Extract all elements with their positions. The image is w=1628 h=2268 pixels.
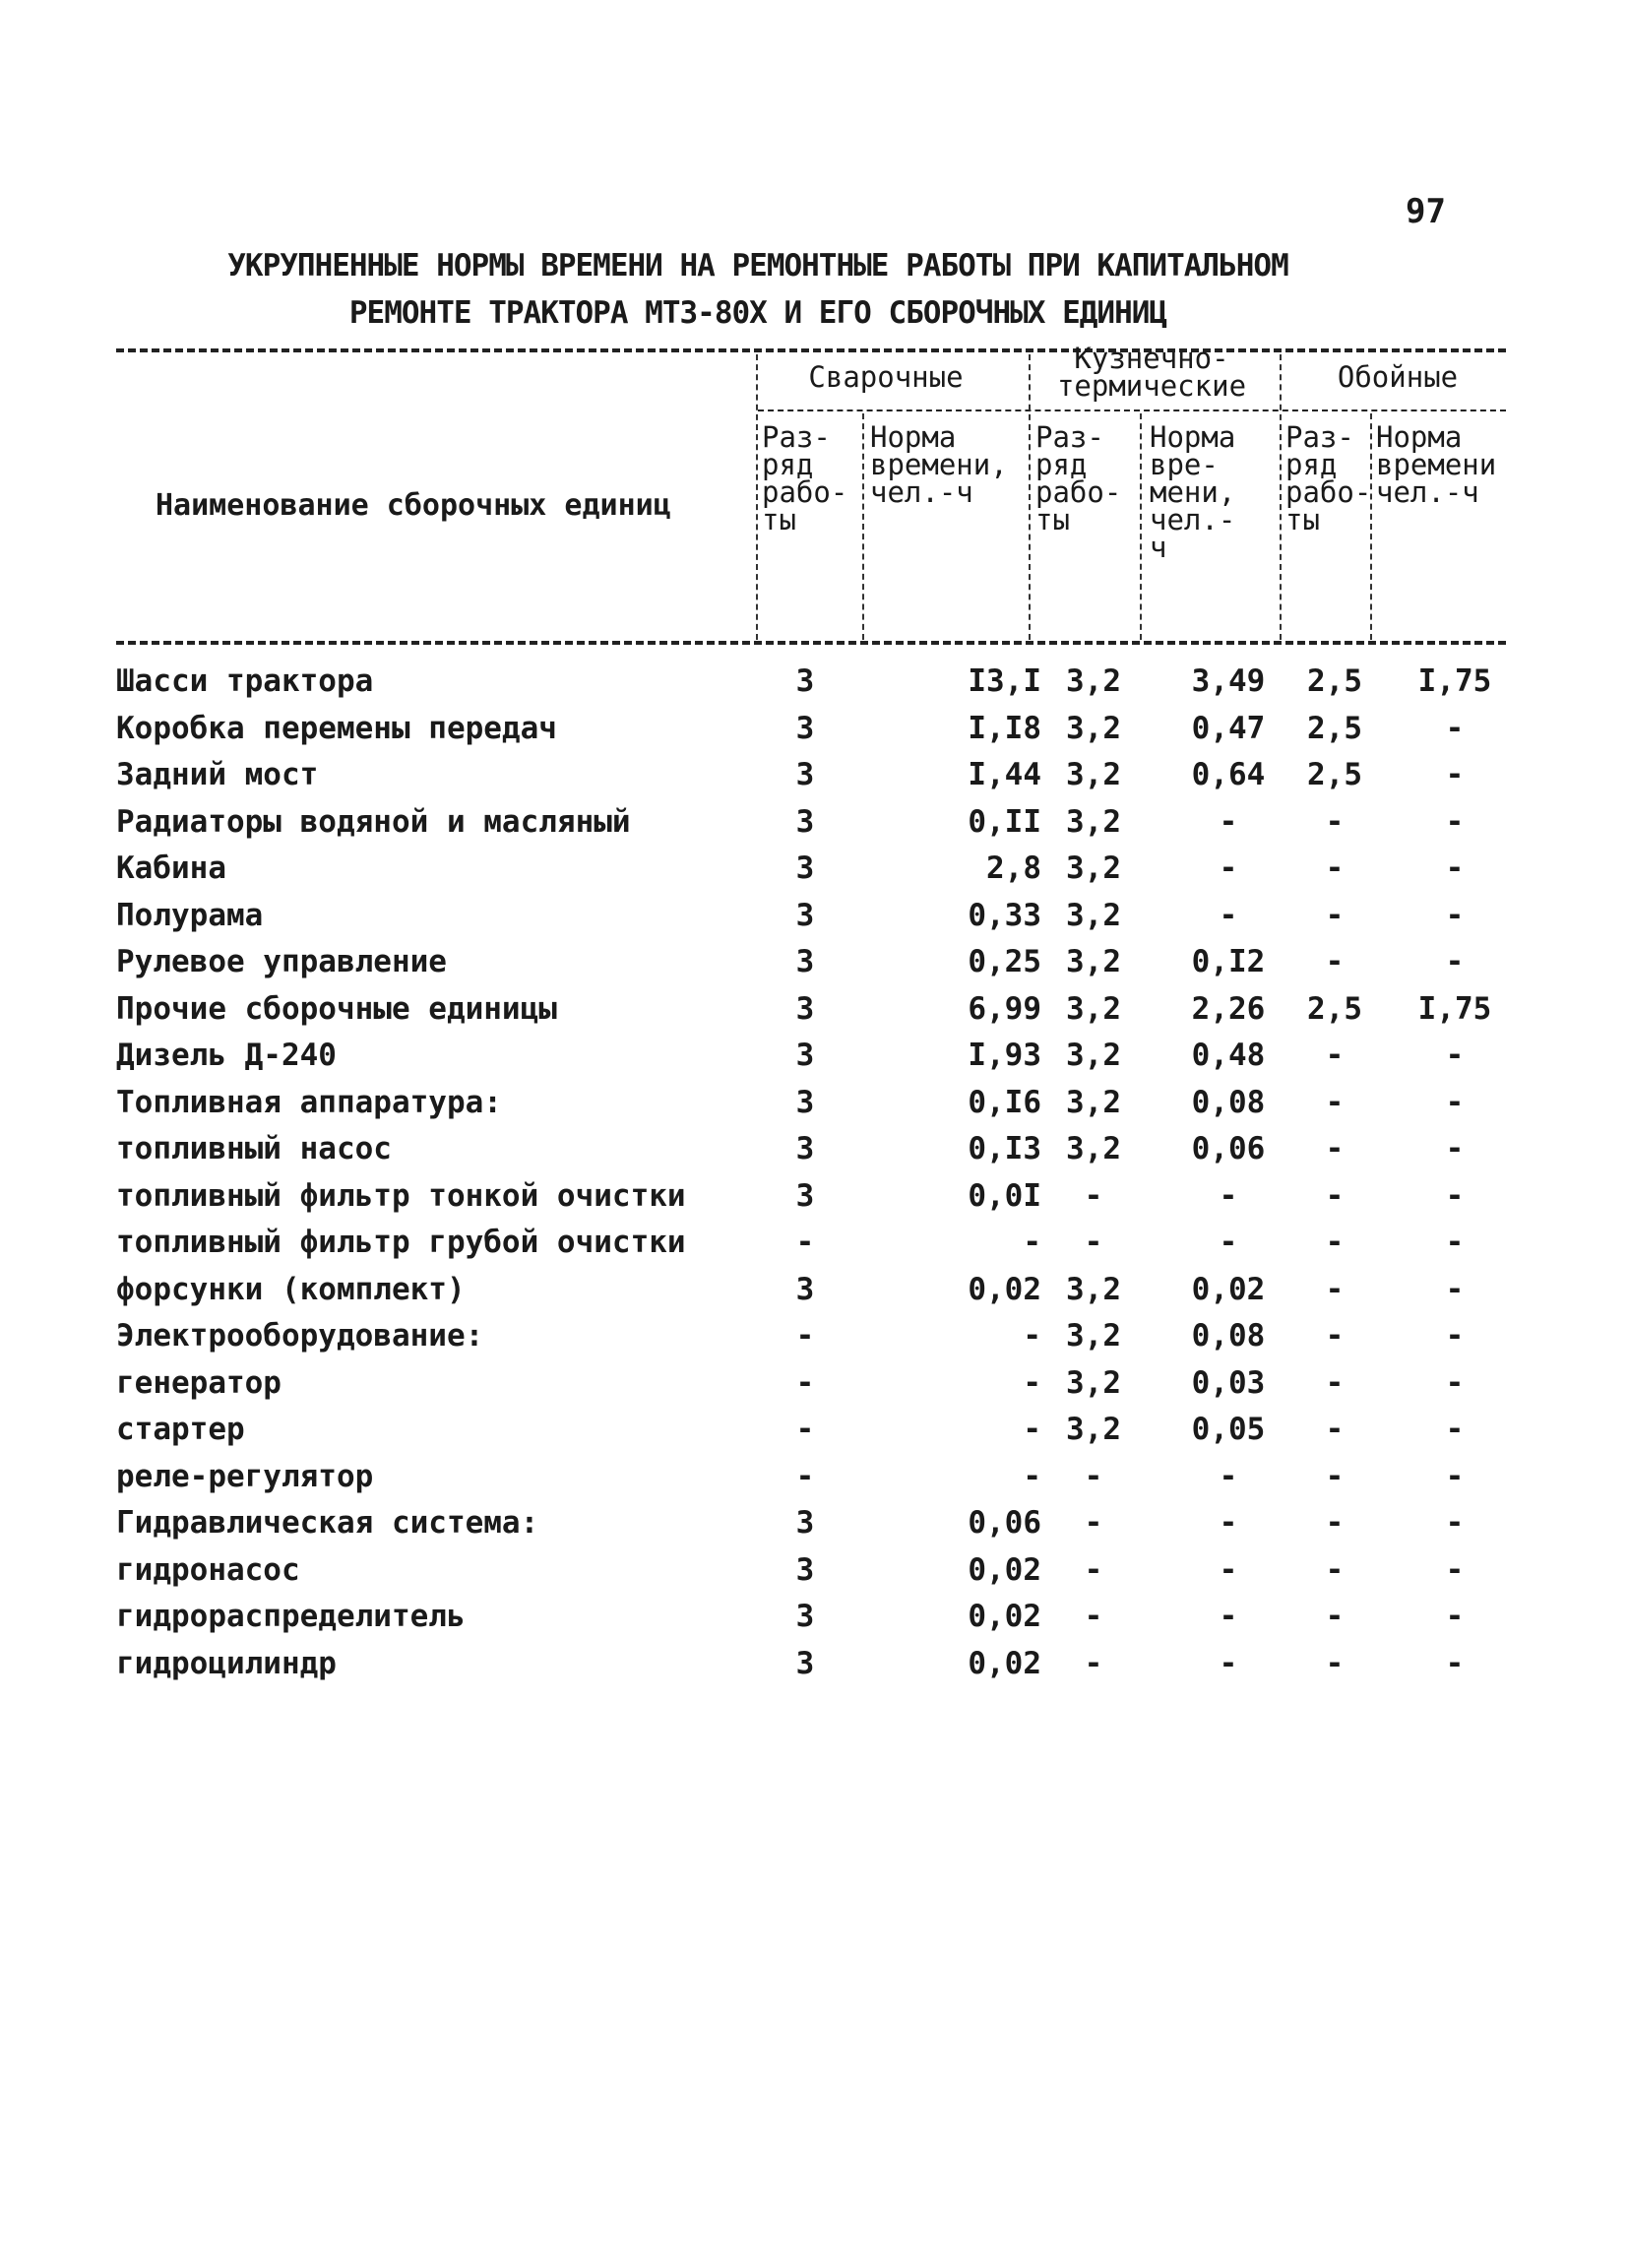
upholstery-norm: - bbox=[1445, 1225, 1465, 1260]
upholstery-norm: - bbox=[1445, 897, 1465, 933]
welding-rank: - bbox=[795, 1225, 815, 1260]
forge-rank: 3,2 bbox=[1066, 757, 1121, 792]
table-row bbox=[116, 1081, 1524, 1128]
row-name: Шасси трактора bbox=[116, 663, 374, 699]
welding-norm: 0,02 bbox=[968, 1645, 1041, 1681]
upholstery-norm: - bbox=[1445, 944, 1465, 979]
col-divider bbox=[1280, 354, 1282, 640]
upholstery-rank: 2,5 bbox=[1307, 990, 1362, 1027]
upholstery-rank: - bbox=[1325, 1225, 1345, 1260]
table-row bbox=[116, 1595, 1524, 1642]
row-name: Гидравлическая система: bbox=[116, 1505, 539, 1541]
forge-rank: 3,2 bbox=[1066, 1412, 1121, 1447]
welding-rank: 3 bbox=[795, 1551, 815, 1588]
welding-rank: 3 bbox=[795, 1038, 815, 1073]
table-row bbox=[116, 847, 1524, 894]
table-row bbox=[116, 1034, 1524, 1081]
row-name: Кабина bbox=[116, 850, 226, 886]
forge-norm: - bbox=[1219, 897, 1238, 933]
welding-rank: 3 bbox=[795, 1271, 815, 1307]
forge-rank: 3,2 bbox=[1066, 1084, 1121, 1120]
forge-rank: - bbox=[1084, 1505, 1103, 1541]
welding-norm: - bbox=[1023, 1412, 1041, 1447]
table-row bbox=[116, 1548, 1524, 1596]
upholstery-norm: - bbox=[1445, 1318, 1465, 1354]
page-number: 97 bbox=[1406, 192, 1446, 231]
forge-norm: 3,49 bbox=[1191, 663, 1266, 699]
forge-norm: 0,05 bbox=[1191, 1412, 1266, 1447]
upholstery-norm: - bbox=[1445, 1271, 1465, 1307]
col-divider bbox=[862, 413, 864, 640]
upholstery-rank: - bbox=[1325, 1038, 1345, 1073]
group-header-welding: Сварочные bbox=[808, 360, 964, 394]
forge-norm: 0,I2 bbox=[1191, 944, 1266, 979]
forge-rank: 3,2 bbox=[1066, 1318, 1121, 1354]
table-row bbox=[116, 894, 1524, 941]
upholstery-rank: - bbox=[1325, 1084, 1345, 1120]
forge-norm: 0,08 bbox=[1191, 1318, 1266, 1354]
welding-rank: 3 bbox=[795, 1599, 815, 1634]
row-name: Коробка перемены передач bbox=[116, 710, 557, 746]
welding-norm: I3,I bbox=[968, 663, 1041, 699]
group-header-forge: Кузнечно- термические bbox=[1056, 342, 1247, 403]
table-row bbox=[116, 753, 1524, 800]
table-row bbox=[116, 660, 1524, 707]
forge-norm: 0,08 bbox=[1191, 1084, 1266, 1120]
upholstery-norm: - bbox=[1445, 1645, 1465, 1681]
welding-rank: - bbox=[795, 1458, 815, 1494]
upholstery-rank: 2,5 bbox=[1307, 710, 1362, 746]
table-row bbox=[116, 1268, 1524, 1315]
forge-rank: 3,2 bbox=[1066, 1364, 1121, 1401]
title-line-1: УКРУПНЕННЫЕ НОРМЫ ВРЕМЕНИ НА РЕМОНТНЫЕ РАБОТЫ ПРИ КАПИТАЛЬНОМ bbox=[227, 248, 1288, 284]
forge-norm: - bbox=[1219, 803, 1238, 840]
upholstery-norm: - bbox=[1445, 1599, 1465, 1634]
upholstery-rank: 2,5 bbox=[1307, 757, 1362, 792]
welding-norm: I,44 bbox=[968, 757, 1041, 792]
forge-rank: - bbox=[1084, 1458, 1103, 1494]
upholstery-norm: - bbox=[1445, 803, 1465, 840]
welding-rank: - bbox=[795, 1364, 815, 1401]
upholstery-rank: - bbox=[1325, 1177, 1345, 1214]
welding-norm: I,93 bbox=[968, 1038, 1041, 1073]
row-name: топливный фильтр тонкой очистки bbox=[116, 1177, 686, 1214]
table-row bbox=[116, 1127, 1524, 1174]
row-name: форсунки (комплект) bbox=[116, 1271, 466, 1307]
row-name: топливный насос bbox=[116, 1131, 392, 1166]
row-name: гидронасос bbox=[116, 1551, 300, 1588]
welding-norm: 0,33 bbox=[968, 897, 1041, 933]
col-divider bbox=[756, 354, 758, 640]
upholstery-rank: - bbox=[1325, 1364, 1345, 1401]
group-header-upholstery: Обойные bbox=[1337, 360, 1459, 394]
table-row bbox=[116, 1408, 1524, 1455]
upholstery-rank: - bbox=[1325, 1131, 1345, 1166]
forge-norm: 2,26 bbox=[1191, 990, 1266, 1027]
forge-rank: 3,2 bbox=[1066, 803, 1121, 840]
subheader-norm-forge: Норма вре- мени, чел.- ч bbox=[1150, 420, 1236, 564]
forge-rank: 3,2 bbox=[1066, 710, 1121, 746]
upholstery-norm: - bbox=[1445, 1038, 1465, 1073]
forge-norm: - bbox=[1219, 1551, 1238, 1588]
row-name: гидрораспределитель bbox=[116, 1599, 466, 1634]
forge-rank: - bbox=[1084, 1177, 1103, 1214]
upholstery-rank: - bbox=[1325, 1412, 1345, 1447]
welding-norm: 0,25 bbox=[968, 944, 1041, 979]
welding-rank: 3 bbox=[795, 663, 815, 699]
welding-norm: - bbox=[1023, 1225, 1041, 1260]
header-top-rule bbox=[116, 348, 1506, 352]
row-name: гидроцилиндр bbox=[116, 1645, 337, 1681]
table-row bbox=[116, 940, 1524, 987]
table-row bbox=[116, 1174, 1524, 1222]
row-name: Задний мост bbox=[116, 757, 319, 792]
welding-norm: 0,0I bbox=[968, 1177, 1041, 1214]
row-name: реле-регулятор bbox=[116, 1458, 374, 1494]
welding-norm: - bbox=[1023, 1364, 1041, 1401]
row-name: стартер bbox=[116, 1412, 245, 1447]
forge-rank: 3,2 bbox=[1066, 1271, 1121, 1307]
forge-norm: - bbox=[1219, 1599, 1238, 1634]
subheader-rank-forge: Раз- ряд рабо- ты bbox=[1035, 420, 1122, 536]
upholstery-norm: - bbox=[1445, 850, 1465, 886]
row-name: Полурама bbox=[116, 897, 264, 933]
row-name: Топливная аппаратура: bbox=[116, 1084, 502, 1120]
forge-rank: 3,2 bbox=[1066, 944, 1121, 979]
row-name: Дизель Д-240 bbox=[116, 1038, 337, 1073]
upholstery-rank: - bbox=[1325, 1599, 1345, 1634]
forge-rank: 3,2 bbox=[1066, 1038, 1121, 1073]
table-row bbox=[116, 800, 1524, 848]
subheader-rank-welding: Раз- ряд рабо- ты bbox=[762, 420, 848, 536]
table-row bbox=[116, 1501, 1524, 1548]
upholstery-rank: - bbox=[1325, 1645, 1345, 1681]
upholstery-rank: - bbox=[1325, 944, 1345, 979]
forge-norm: 0,47 bbox=[1191, 710, 1266, 746]
forge-norm: - bbox=[1219, 1505, 1238, 1541]
welding-rank: 3 bbox=[795, 897, 815, 933]
forge-norm: - bbox=[1219, 1645, 1238, 1681]
welding-rank: 3 bbox=[795, 990, 815, 1027]
welding-rank: - bbox=[795, 1412, 815, 1447]
row-name: Рулевое управление bbox=[116, 944, 447, 979]
upholstery-norm: - bbox=[1445, 1412, 1465, 1447]
forge-norm: - bbox=[1219, 1177, 1238, 1214]
upholstery-norm: - bbox=[1445, 1458, 1465, 1494]
forge-rank: 3,2 bbox=[1066, 850, 1121, 886]
row-name: топливный фильтр грубой очистки bbox=[116, 1225, 686, 1260]
welding-rank: 3 bbox=[795, 850, 815, 886]
forge-norm: 0,02 bbox=[1191, 1271, 1266, 1307]
table-row bbox=[116, 707, 1524, 754]
table-row bbox=[116, 1221, 1524, 1268]
upholstery-rank: - bbox=[1325, 1318, 1345, 1354]
welding-rank: 3 bbox=[795, 1131, 815, 1166]
table-row bbox=[116, 1314, 1524, 1361]
welding-norm: 0,I3 bbox=[968, 1131, 1041, 1166]
table-row bbox=[116, 1642, 1524, 1689]
row-name: Электрооборудование: bbox=[116, 1318, 484, 1354]
forge-norm: - bbox=[1219, 1458, 1238, 1494]
upholstery-rank: - bbox=[1325, 850, 1345, 886]
welding-rank: 3 bbox=[795, 1177, 815, 1214]
welding-rank: 3 bbox=[795, 1505, 815, 1541]
upholstery-rank: - bbox=[1325, 897, 1345, 933]
welding-norm: - bbox=[1023, 1458, 1041, 1494]
row-name: Радиаторы водяной и масляный bbox=[116, 803, 631, 840]
upholstery-rank: - bbox=[1325, 1551, 1345, 1588]
forge-norm: 0,48 bbox=[1191, 1038, 1266, 1073]
welding-norm: 0,II bbox=[968, 803, 1041, 840]
forge-norm: 0,64 bbox=[1191, 757, 1266, 792]
welding-rank: - bbox=[795, 1318, 815, 1354]
col-divider bbox=[1140, 413, 1142, 640]
group-divider-rule bbox=[758, 410, 1506, 411]
welding-rank: 3 bbox=[795, 944, 815, 979]
upholstery-rank: - bbox=[1325, 1271, 1345, 1307]
upholstery-rank: - bbox=[1325, 803, 1345, 840]
welding-norm: 0,02 bbox=[968, 1551, 1041, 1588]
upholstery-rank: - bbox=[1325, 1458, 1345, 1494]
upholstery-rank: 2,5 bbox=[1307, 663, 1362, 699]
welding-norm: 0,02 bbox=[968, 1599, 1041, 1634]
table-row bbox=[116, 987, 1524, 1035]
welding-rank: 3 bbox=[795, 803, 815, 840]
header-bottom-rule bbox=[116, 641, 1506, 645]
subheader-norm-upholstery: Норма времени чел.-ч bbox=[1376, 420, 1497, 509]
welding-rank: 3 bbox=[795, 710, 815, 746]
welding-norm: 0,I6 bbox=[968, 1084, 1041, 1120]
welding-rank: 3 bbox=[795, 1645, 815, 1681]
welding-norm: 0,02 bbox=[968, 1271, 1041, 1307]
row-name: Прочие сборочные единицы bbox=[116, 990, 557, 1027]
welding-norm: 2,8 bbox=[986, 850, 1041, 886]
forge-norm: 0,03 bbox=[1191, 1364, 1266, 1401]
upholstery-norm: - bbox=[1445, 710, 1465, 746]
upholstery-norm: - bbox=[1445, 1505, 1465, 1541]
upholstery-norm: - bbox=[1445, 1551, 1465, 1588]
forge-norm: - bbox=[1219, 850, 1238, 886]
forge-norm: - bbox=[1219, 1225, 1238, 1260]
table-row bbox=[116, 1361, 1524, 1409]
upholstery-norm: I,75 bbox=[1417, 990, 1492, 1027]
upholstery-rank: - bbox=[1325, 1505, 1345, 1541]
title-line-2: РЕМОНТЕ ТРАКТОРА МТЗ-80Х И ЕГО СБОРОЧНЫХ ЕДИНИЦ bbox=[348, 295, 1167, 331]
forge-rank: - bbox=[1084, 1551, 1103, 1588]
forge-rank: - bbox=[1084, 1225, 1103, 1260]
row-name: генератор bbox=[116, 1364, 282, 1401]
upholstery-norm: - bbox=[1445, 1177, 1465, 1214]
name-column-header: Наименование сборочных единиц bbox=[156, 488, 671, 523]
upholstery-norm: - bbox=[1445, 757, 1465, 792]
forge-rank: 3,2 bbox=[1066, 897, 1121, 933]
welding-rank: 3 bbox=[795, 757, 815, 792]
welding-norm: - bbox=[1023, 1318, 1041, 1354]
forge-rank: - bbox=[1084, 1599, 1103, 1634]
forge-rank: - bbox=[1084, 1645, 1103, 1681]
table-body bbox=[116, 660, 1524, 1688]
table-row bbox=[116, 1455, 1524, 1502]
subheader-rank-upholstery: Раз- ряд рабо- ты bbox=[1285, 420, 1372, 536]
forge-rank: 3,2 bbox=[1066, 663, 1121, 699]
forge-rank: 3,2 bbox=[1066, 990, 1121, 1027]
forge-norm: 0,06 bbox=[1191, 1131, 1266, 1166]
upholstery-norm: - bbox=[1445, 1364, 1465, 1401]
welding-norm: I,I8 bbox=[968, 710, 1041, 746]
welding-rank: 3 bbox=[795, 1084, 815, 1120]
upholstery-norm: - bbox=[1445, 1131, 1465, 1166]
welding-norm: 6,99 bbox=[968, 990, 1041, 1027]
forge-rank: 3,2 bbox=[1066, 1131, 1121, 1166]
welding-norm: 0,06 bbox=[968, 1505, 1041, 1541]
upholstery-norm: I,75 bbox=[1417, 663, 1492, 699]
subheader-norm-welding: Норма времени, чел.-ч bbox=[870, 420, 1008, 509]
upholstery-norm: - bbox=[1445, 1084, 1465, 1120]
